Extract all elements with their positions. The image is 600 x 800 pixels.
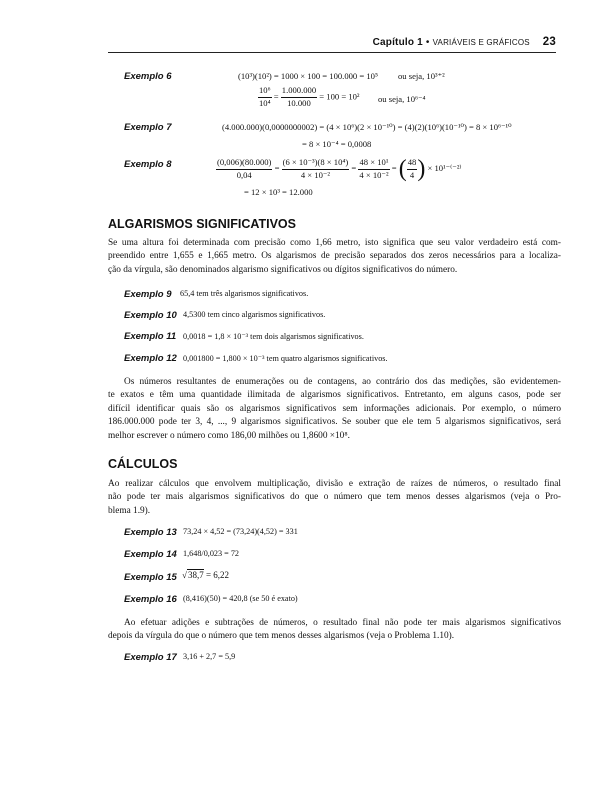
numerator: (0,006)(80.000) (216, 158, 272, 170)
equals-sign: = (273, 91, 279, 102)
example-7-label: Exemplo 7 (124, 122, 172, 133)
example-16-label: Exemplo 16 (124, 594, 177, 605)
text-line: difícil identificar quais são os algarismos significativos sem informações adicionais. Por exemplo, o número (108, 403, 561, 414)
header-bullet: • (425, 37, 430, 48)
equals-sign: = (391, 162, 397, 173)
example-6-line2 (258, 86, 360, 109)
text-line: Ao efetuar adições e subtrações de números, o resultado final não pode ter mais algarismos significativos (124, 618, 561, 628)
radicand: 38,7 (187, 570, 204, 580)
example-7-line2: = 8 × 10⁻⁴ = 0,0008 (302, 139, 372, 149)
numerator: (6 × 10⁻³)(8 × 10⁴) (282, 158, 350, 170)
denominator: 10.000 (287, 97, 311, 108)
section-heading-calculations: CÁLCULOS (108, 457, 178, 471)
fraction (358, 158, 389, 181)
text-line: ção da vírgula, são denominados algarismo significativos ou dígitos significativos do número. (108, 264, 458, 275)
expression: = 100 = 10² (319, 91, 360, 102)
running-header (373, 36, 556, 48)
paragraph-significant-figures-intro (108, 237, 561, 277)
text-line: 186.000.000 pode ter 3, 4, ..., 9 algarismos significativos. Se souber que ele tem 5 algarismos significativos, será (108, 417, 561, 428)
section-name: VARIÁVEIS E GRÁFICOS (432, 38, 530, 47)
example-6-note1: ou seja, 10³⁺² (398, 71, 445, 81)
example-12-label: Exemplo 12 (124, 353, 177, 364)
example-14-text: 1,648/0,023 = 72 (183, 549, 240, 558)
example-8-line1 (216, 157, 462, 181)
paragraph-additions (108, 617, 561, 644)
numerator: 10⁶ (258, 86, 272, 98)
example-11-label: Exemplo 11 (124, 331, 177, 342)
text-line: Os números resultantes de enumerações ou de contagens, ao contrário dos das medições, são evidentemen- (124, 377, 561, 387)
example-12-text: 0,001800 = 1,800 × 10⁻³ tem quatro algarismos significativos. (183, 354, 388, 363)
text-line: blema 1.9). (108, 505, 151, 516)
fraction (281, 86, 317, 109)
example-9-text: 65,4 tem três algarismos significativos. (180, 289, 309, 298)
denominator: 4 (409, 169, 415, 180)
example-10-label: Exemplo 10 (124, 310, 177, 321)
right-paren: ) (417, 156, 426, 182)
section-heading-significant-figures: ALGARISMOS SIGNIFICATIVOS (108, 217, 296, 231)
example-15-label: Exemplo 15 (124, 572, 177, 583)
example-17-text: 3,16 + 2,7 = 5,9 (183, 652, 236, 661)
text-line: melhor escrever o número como 186,00 milhões ou 1,8600 ×10⁸. (108, 430, 350, 441)
example-13-label: Exemplo 13 (124, 527, 177, 538)
text-line: não pode ter mais algarismos significativos do que o número que tem menos desses algarismos (veja o Pro- (108, 492, 561, 503)
equals-sign: = (351, 162, 357, 173)
chapter-label: Capítulo 1 (372, 37, 423, 48)
expression: × 10¹⁻⁽⁻²⁾ (427, 162, 462, 173)
denominator: 0,04 (236, 169, 252, 180)
numerator: 48 (407, 158, 418, 170)
expression: = 6,22 (203, 570, 230, 580)
fraction (282, 158, 350, 181)
numerator: 1.000.000 (281, 86, 317, 98)
text-line: depois da vírgula do que o número que tem menos desses algarismos (veja o Problema 1.10). (108, 631, 455, 642)
paragraph-calculations-intro (108, 478, 561, 518)
example-8-label: Exemplo 8 (124, 159, 172, 170)
fraction (407, 158, 418, 181)
example-7-line1: (4.000.000)(0,0000000002) = (4 × 10⁶)(2 × 10⁻¹⁰) = (4)(2)(10⁶)(10⁻¹⁰) = 8 × 10⁶⁻¹⁰ (222, 122, 512, 132)
denominator: 4 × 10⁻² (300, 169, 330, 180)
example-15-text (182, 570, 229, 580)
text-line: Se uma altura foi determinada com precisão como 1,66 metro, isto significa que seu valor verdadeiro está com- (108, 238, 561, 248)
fraction (216, 158, 272, 181)
example-11-text: 0,0018 = 1,8 × 10⁻³ tem dois algarismos significativos. (183, 332, 364, 341)
radical-sign: √ (182, 570, 187, 580)
example-13-text: 73,24 × 4,52 = (73,24)(4,52) = 331 (183, 527, 298, 536)
equals-sign: = (274, 162, 280, 173)
denominator: 4 × 10⁻² (359, 169, 389, 180)
example-10-text: 4,5300 tem cinco algarismos significativos. (183, 310, 326, 319)
example-6-line1: (10³)(10²) = 1000 × 100 = 100.000 = 10⁵ (238, 71, 378, 81)
header-rule (108, 52, 556, 53)
example-6-label: Exemplo 6 (124, 71, 172, 82)
page-number: 23 (542, 36, 556, 48)
left-paren: ( (398, 156, 407, 182)
fraction (258, 86, 272, 109)
denominator: 10⁴ (259, 97, 271, 108)
example-17-label: Exemplo 17 (124, 652, 177, 663)
text-line: Ao realizar cálculos que envolvem multiplicação, divisão e extração de raízes de números, o resultado final (108, 479, 561, 489)
paragraph-counting-numbers (108, 376, 561, 443)
example-8-line2: = 12 × 10³ = 12.000 (244, 187, 313, 197)
text-line: te exatos e têm uma quantidade ilimitada de algarismos significativos. Entretanto, em alguns casos, pode ser (108, 390, 561, 401)
text-line: preendido entre 1,655 e 1,665 metro. Os algarismos de precisão separados dos zeros necessários para a localiza- (108, 251, 561, 262)
example-9-label: Exemplo 9 (124, 289, 172, 300)
numerator: 48 × 10¹ (358, 158, 389, 170)
example-14-label: Exemplo 14 (124, 549, 177, 560)
example-6-note2: ou seja, 10⁶⁻⁴ (378, 94, 426, 104)
example-16-text: (8,416)(50) = 420,8 (se 50 é exato) (183, 594, 298, 603)
